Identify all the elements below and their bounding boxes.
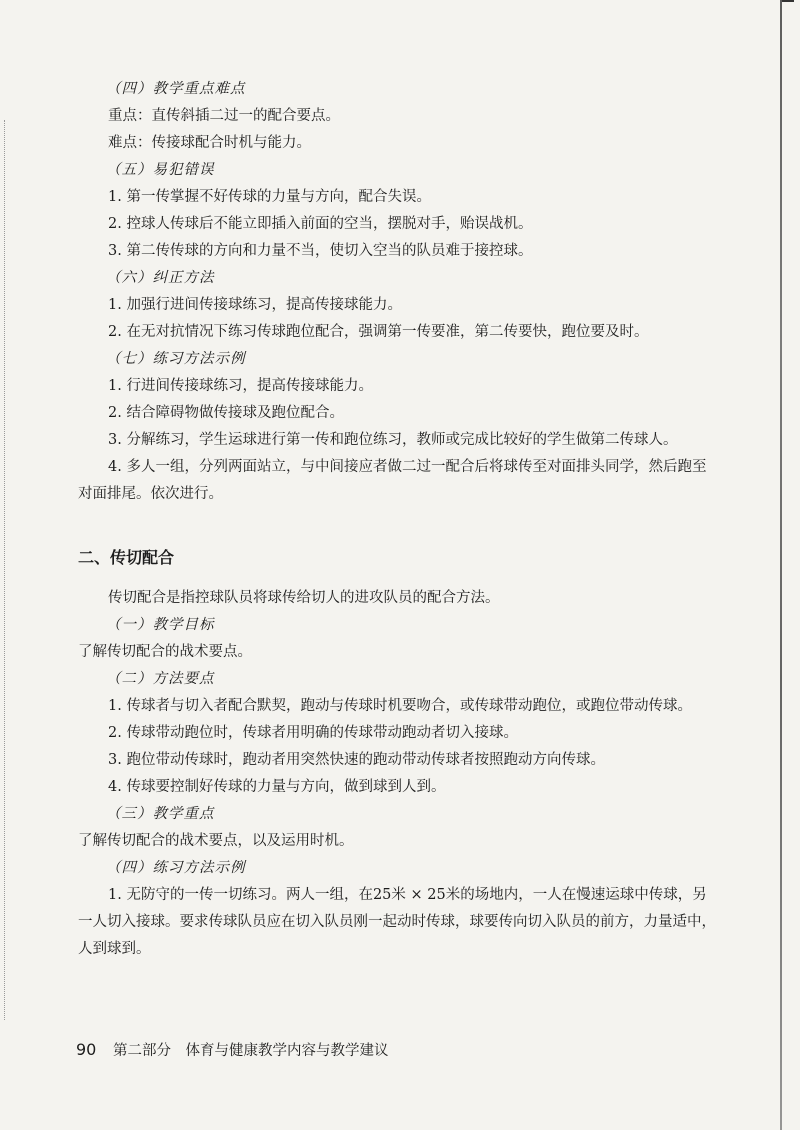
heading-corrections: （六）纠正方法: [106, 270, 215, 286]
error-item: 1. 第一传掌握不好传球的力量与方向，配合失误。: [108, 189, 431, 205]
error-item: 3. 第二传传球的方向和力量不当，使切入空当的队员难于接控球。: [108, 243, 533, 259]
teaching-focus: 了解传切配合的战术要点，以及运用时机。: [78, 833, 354, 849]
page-edge-shadow: [780, 0, 782, 1130]
exercise-item: 2. 结合障碍物做传接球及跑位配合。: [108, 405, 344, 421]
key-point: 重点：直传斜插二过一的配合要点。: [108, 108, 340, 124]
page-edge-mark: [782, 0, 794, 8]
method-item: 4. 传球要控制好传球的力量与方向，做到球到人到。: [108, 779, 446, 795]
section-title: 二、传切配合: [78, 548, 175, 567]
page-number: 90: [76, 1040, 97, 1059]
heading-exercise-examples: （四）练习方法示例: [106, 860, 246, 876]
section-intro: 传切配合是指控球队员将球传给切人的进攻队员的配合方法。: [108, 590, 500, 606]
heading-teaching-focus: （三）教学重点: [106, 806, 215, 822]
scan-edge: [4, 120, 6, 1020]
method-item: 1. 传球者与切入者配合默契，跑动与传球时机要吻合，或传球带动跑位，或跑位带动传球。: [108, 698, 692, 714]
teaching-goal: 了解传切配合的战术要点。: [78, 644, 252, 660]
error-item: 2. 控球人传球后不能立即插入前面的空当，摆脱对手，贻误战机。: [108, 216, 533, 232]
correction-item: 2. 在无对抗情况下练习传球跑位配合，强调第一传要准，第二传要快，跑位要及时。: [108, 324, 649, 340]
heading-exercises: （七）练习方法示例: [106, 351, 246, 367]
correction-item: 1. 加强行进间传接球练习，提高传接球能力。: [108, 297, 402, 313]
page-footer: [76, 1039, 388, 1060]
heading-key-difficult: （四）教学重点难点: [106, 81, 246, 97]
heading-method-points: （二）方法要点: [106, 671, 215, 687]
exercise-item: 3. 分解练习，学生运球进行第一传和跑位练习，教师或完成比较好的学生做第二传球人。: [108, 432, 678, 448]
difficulty: 难点：传接球配合时机与能力。: [108, 135, 311, 151]
exercise-item: 1. 行进间传接球练习，提高传接球能力。: [108, 378, 373, 394]
method-item: 2. 传球带动跑位时，传球者用明确的传球带动跑动者切入接球。: [108, 725, 518, 741]
running-title: 第二部分 体育与健康教学内容与教学建议: [112, 1043, 389, 1059]
heading-teaching-goal: （一）教学目标: [106, 617, 215, 633]
method-item: 3. 跑位带动传球时，跑动者用突然快速的跑动带动传球者按照跑动方向传球。: [108, 752, 605, 768]
page-body: [78, 76, 718, 963]
exercise-item: 4. 多人一组，分列两面站立，与中间接应者做二过一配合后将球传至对面排头同学，然后跑至对面排尾。依次进行。: [78, 459, 707, 502]
heading-common-errors: （五）易犯错误: [106, 162, 215, 178]
exercise-item: 1. 无防守的一传一切练习。两人一组，在25米 × 25米的场地内，一人在慢速运球中传球，另一人切入接球。要求传球队员应在切入队员刚一起动时传球，球要传向切入队员的前方，力量适中，人到球到。: [78, 887, 716, 957]
